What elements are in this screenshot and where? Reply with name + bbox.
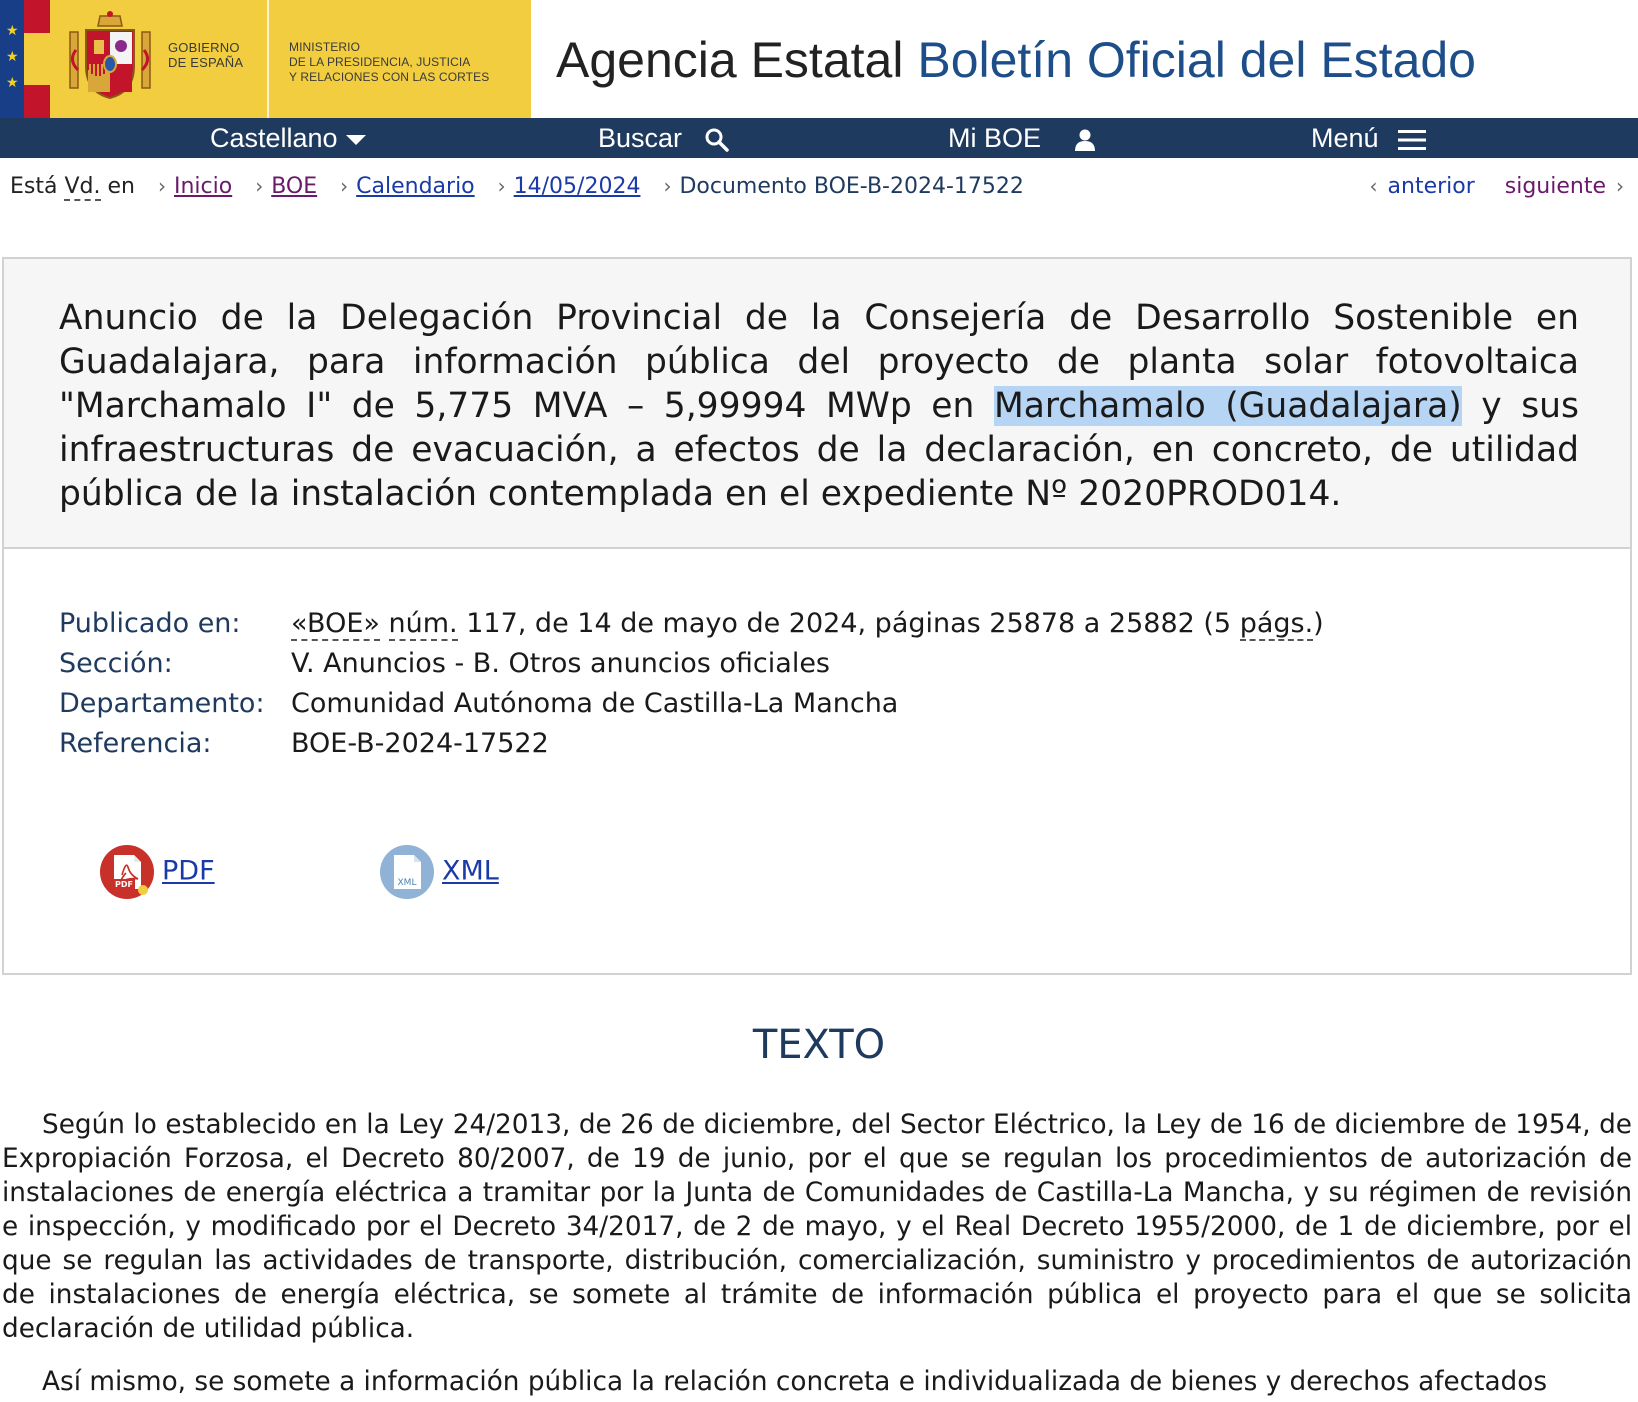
title-panel: [4, 259, 1630, 549]
spanish-flag-strip: [24, 0, 50, 118]
user-icon: [1073, 128, 1097, 152]
document-pager: [1370, 170, 1624, 202]
chevron-right-icon: ›: [340, 174, 349, 198]
xml-download[interactable]: [380, 841, 499, 901]
coat-of-arms-icon: [66, 10, 154, 102]
caret-down-icon: [345, 133, 367, 147]
metadata-row-reference: Referencia: BOE-B-2024-17522: [59, 728, 549, 759]
breadcrumb-item-inicio[interactable]: Inicio: [173, 174, 233, 199]
eu-star-icon: ★: [6, 49, 19, 65]
menu-button[interactable]: Menú: [1311, 118, 1426, 158]
document-title: Anuncio de la Delegación Provincial de la Consejería de Desarrollo Sostenible en Guadalajara, para información pública del proyecto de planta solar fotovoltaica "Marchamalo I" de 5,775 MVA – 5,99994 MWp en Marchamalo (Guadalajara) y sus infraestructuras de evacuación, a efectos de la declaración, en concreto, de utilidad pública de la instalación contemplada en el expediente Nº 2020PROD014.: [59, 298, 1580, 514]
svg-text:PDF: PDF: [115, 879, 133, 889]
breadcrumb-item-boe[interactable]: BOE: [271, 174, 318, 199]
document-metadata: [59, 604, 1324, 764]
breadcrumb-current: Documento BOE-B-2024-17522: [679, 174, 1024, 199]
chevron-right-icon: ›: [663, 174, 672, 198]
metadata-row-published: Publicado en: «BOE» núm. 117, de 14 de mayo de 2024, páginas 25878 a 25882 (5 págs.): [59, 608, 1324, 639]
pdf-link[interactable]: PDF: [162, 855, 215, 887]
pdf-file-icon: [100, 845, 154, 899]
hamburger-icon: [1398, 129, 1426, 151]
next-link[interactable]: siguiente: [1504, 174, 1606, 199]
search-button[interactable]: Buscar: [598, 118, 730, 158]
search-icon: [704, 127, 730, 153]
chevron-right-icon: ›: [255, 174, 264, 198]
previous-link[interactable]: anterior: [1387, 174, 1475, 199]
pdf-download[interactable]: [100, 841, 215, 901]
breadcrumb-item-calendario[interactable]: Calendario: [356, 174, 475, 199]
document-box: [2, 257, 1632, 975]
agency-logo-link[interactable]: [556, 30, 1476, 90]
breadcrumb-item-date[interactable]: 14/05/2024: [513, 174, 641, 199]
agency-prefix: Agencia Estatal: [556, 32, 904, 88]
government-label: GOBIERNO DE ESPAÑA: [168, 40, 244, 70]
chevron-right-icon: ›: [1616, 174, 1624, 198]
site-header: [0, 0, 1638, 118]
xml-link[interactable]: XML: [442, 855, 499, 887]
chevron-left-icon: ‹: [1369, 174, 1378, 198]
agency-name: Boletín Oficial del Estado: [917, 32, 1476, 88]
chevron-right-icon: ›: [157, 174, 166, 198]
my-boe-button[interactable]: Mi BOE: [948, 118, 1097, 158]
metadata-row-department: Departamento: Comunidad Autónoma de Castilla-La Mancha: [59, 688, 899, 719]
chevron-right-icon: ›: [497, 174, 506, 198]
eu-star-icon: ★: [6, 75, 19, 91]
xml-file-icon: [380, 845, 434, 899]
ministry-label: MINISTERIO DE LA PRESIDENCIA, JUSTICIA Y RELACIONES CON LAS CORTES: [289, 40, 490, 84]
breadcrumb-intro: Está Vd. en: [10, 174, 135, 199]
highlighted-text: Marchamalo (Guadalajara): [993, 386, 1462, 426]
banner-divider: [267, 0, 269, 118]
government-banner[interactable]: [0, 0, 531, 118]
language-selector[interactable]: Castellano: [210, 118, 367, 158]
main-navigation: [0, 118, 1638, 158]
metadata-row-section: Sección: V. Anuncios - B. Otros anuncios oficiales: [59, 648, 830, 679]
text-paragraph: Según lo establecido en la Ley 24/2013, de 26 de diciembre, del Sector Eléctrico, la Ley de 16 de diciembre de 1954, de Expropiación Forzosa, el Decreto 80/2007, de 19 de junio, por el que se regulan los procedimientos de autorización de instalaciones de energía eléctrica a tramitar por la Junta de Comunidades de Castilla-La Mancha, y su régimen de revisión e inspección, y modificado por el Decreto 34/2017, de 2 de mayo, y el Real Decreto 1955/2000, de 1 de diciembre, por el que se regulan las actividades de transporte, distribución, comercialización, suministro y procedimientos de autorización de instalaciones de energía eléctrica, se somete al trámite de información pública el proyecto para el que se solicita declaración de utilidad pública.: [2, 1110, 1632, 1344]
eu-star-icon: ★: [6, 23, 19, 39]
svg-text:XML: XML: [397, 877, 417, 888]
eu-flag-strip: [0, 0, 24, 118]
text-paragraph: Así mismo, se somete a información pública la relación concreta e individualizada de bienes y derechos afectados: [42, 1367, 1548, 1397]
breadcrumb: [10, 170, 1024, 202]
text-section-heading: TEXTO: [752, 1022, 886, 1068]
